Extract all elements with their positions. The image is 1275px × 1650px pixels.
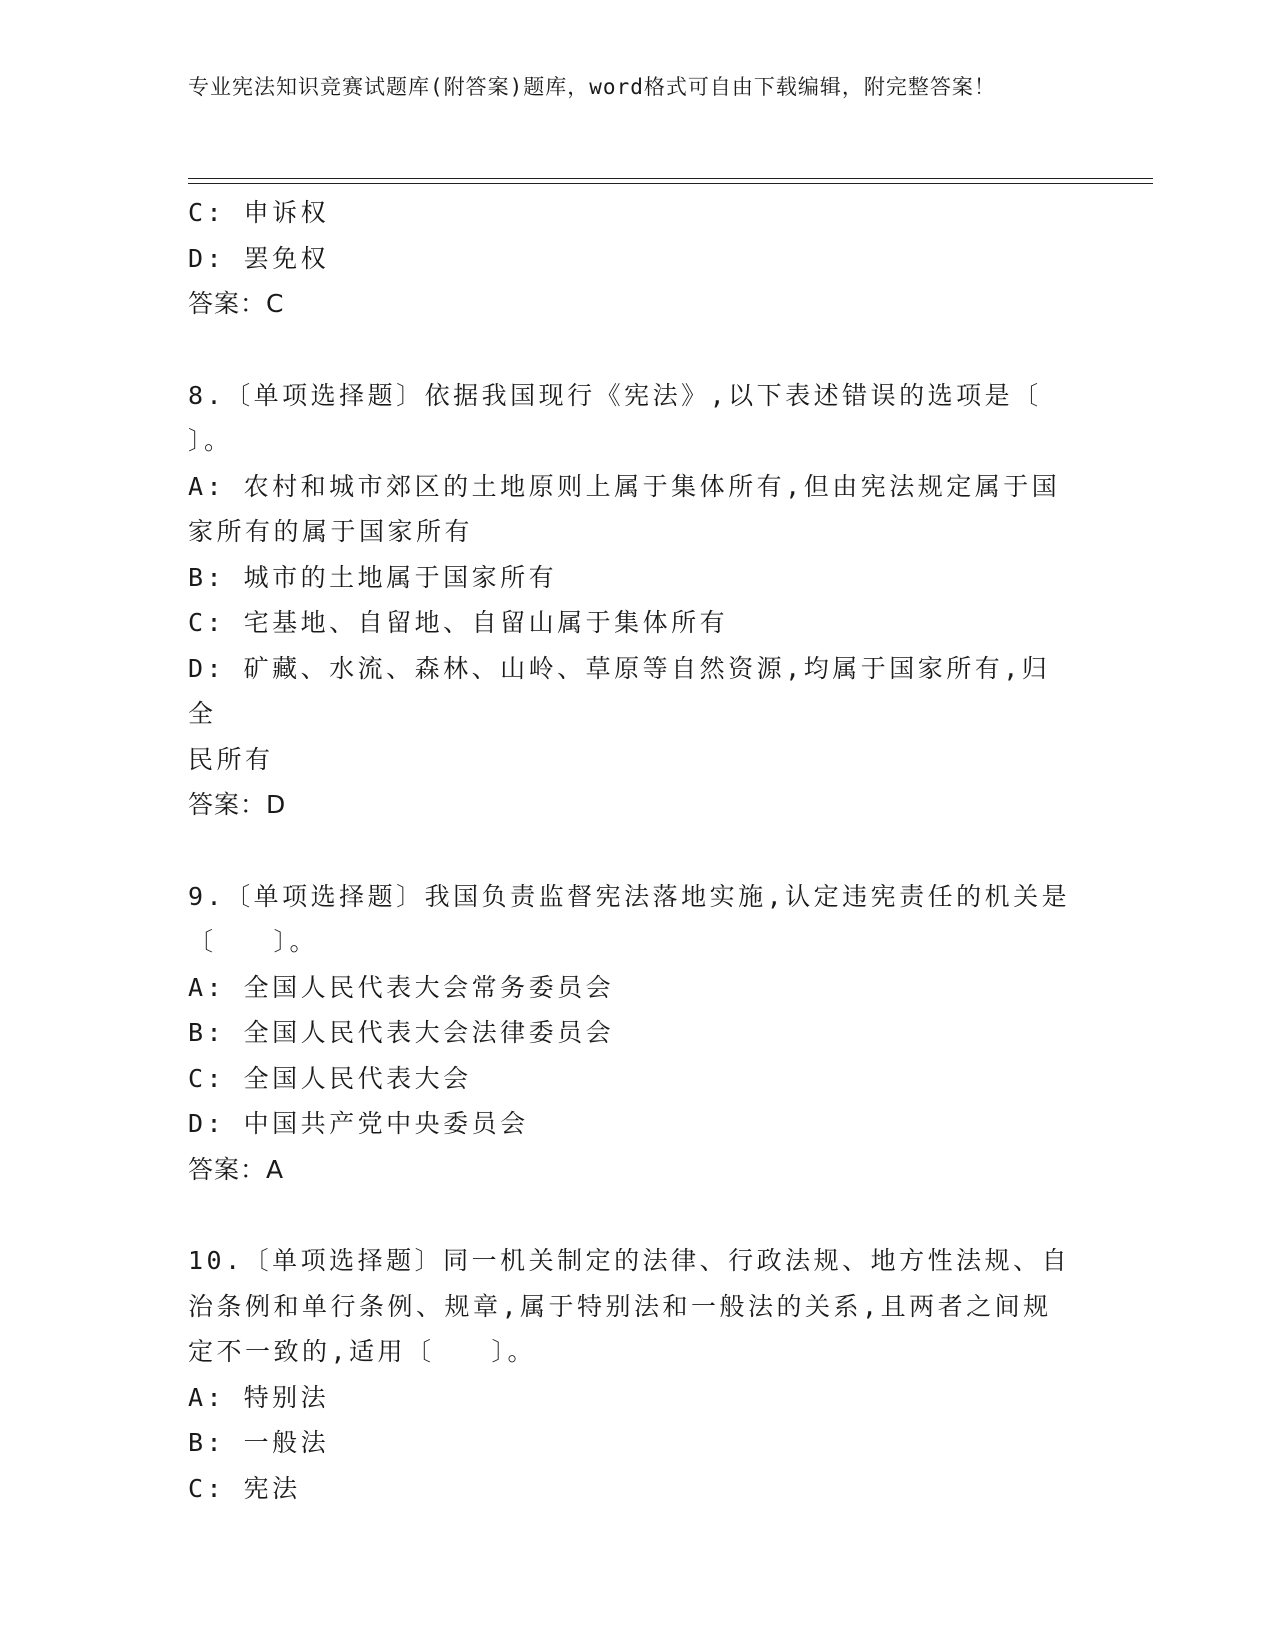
option-d: D: 罢免权: [188, 243, 330, 273]
option-b: B: 全国人民代表大会法律委员会: [188, 1018, 615, 1047]
option-a: A: 农村和城市郊区的土地原则上属于集体所有,但由宪法规定属于国: [188, 471, 1061, 501]
question-text-continued: 定不一致的,适用〔 〕。: [188, 1337, 537, 1366]
option-d-continued: 民所有: [188, 744, 274, 774]
option-a-continued: 家所有的属于国家所有: [188, 517, 474, 546]
question-content: [188, 190, 1078, 1511]
spacer: [188, 1192, 1078, 1238]
spacer: [188, 327, 1078, 373]
question-text-continued: 〕。: [188, 426, 233, 455]
question-text: 10.〔单项选择题〕同一机关制定的法律、行政法规、地方性法规、自: [188, 1246, 1071, 1275]
option-d: D: 中国共产党中央委员会: [188, 1109, 529, 1138]
header-divider-bottom: [188, 183, 1153, 184]
option-a: A: 全国人民代表大会常务委员会: [188, 972, 615, 1002]
answer-label: 答案：D: [188, 790, 287, 819]
answer-label: 答案：A: [188, 1154, 285, 1184]
question-text-continued: 治条例和单行条例、规章,属于特别法和一般法的关系,且两者之间规: [188, 1291, 1052, 1321]
question-text-continued: 〔 〕。: [188, 927, 319, 956]
answer-label: 答案：C: [188, 289, 285, 318]
question-text: 8.〔单项选择题〕依据我国现行《宪法》,以下表述错误的选项是〔: [188, 380, 1042, 410]
option-c: C: 全国人民代表大会: [188, 1063, 472, 1093]
option-d: D: 矿藏、水流、森林、山岭、草原等自然资源,均属于国家所有,归全: [188, 653, 1051, 728]
header-text: 专业宪法知识竞赛试题库(附答案)题库，word格式可自由下载编辑，附完整答案！: [188, 75, 996, 99]
header-divider-top: [188, 178, 1153, 179]
option-c: C: 宅基地、自留地、自留山属于集体所有: [188, 608, 729, 637]
spacer: [188, 828, 1078, 874]
document-header: [188, 72, 1068, 103]
option-b: B: 城市的土地属于国家所有: [188, 562, 558, 592]
question-text: 9.〔单项选择题〕我国负责监督宪法落地实施,认定违宪责任的机关是: [188, 881, 1071, 911]
option-b: B: 一般法: [188, 1428, 330, 1457]
option-c: C: 申诉权: [188, 198, 330, 227]
option-a: A: 特别法: [188, 1382, 330, 1412]
question-9: [188, 874, 1078, 1193]
question-7-fragment: [188, 190, 1078, 327]
question-8: [188, 373, 1078, 828]
question-10: [188, 1238, 1078, 1511]
option-c: C: 宪法: [188, 1473, 301, 1503]
